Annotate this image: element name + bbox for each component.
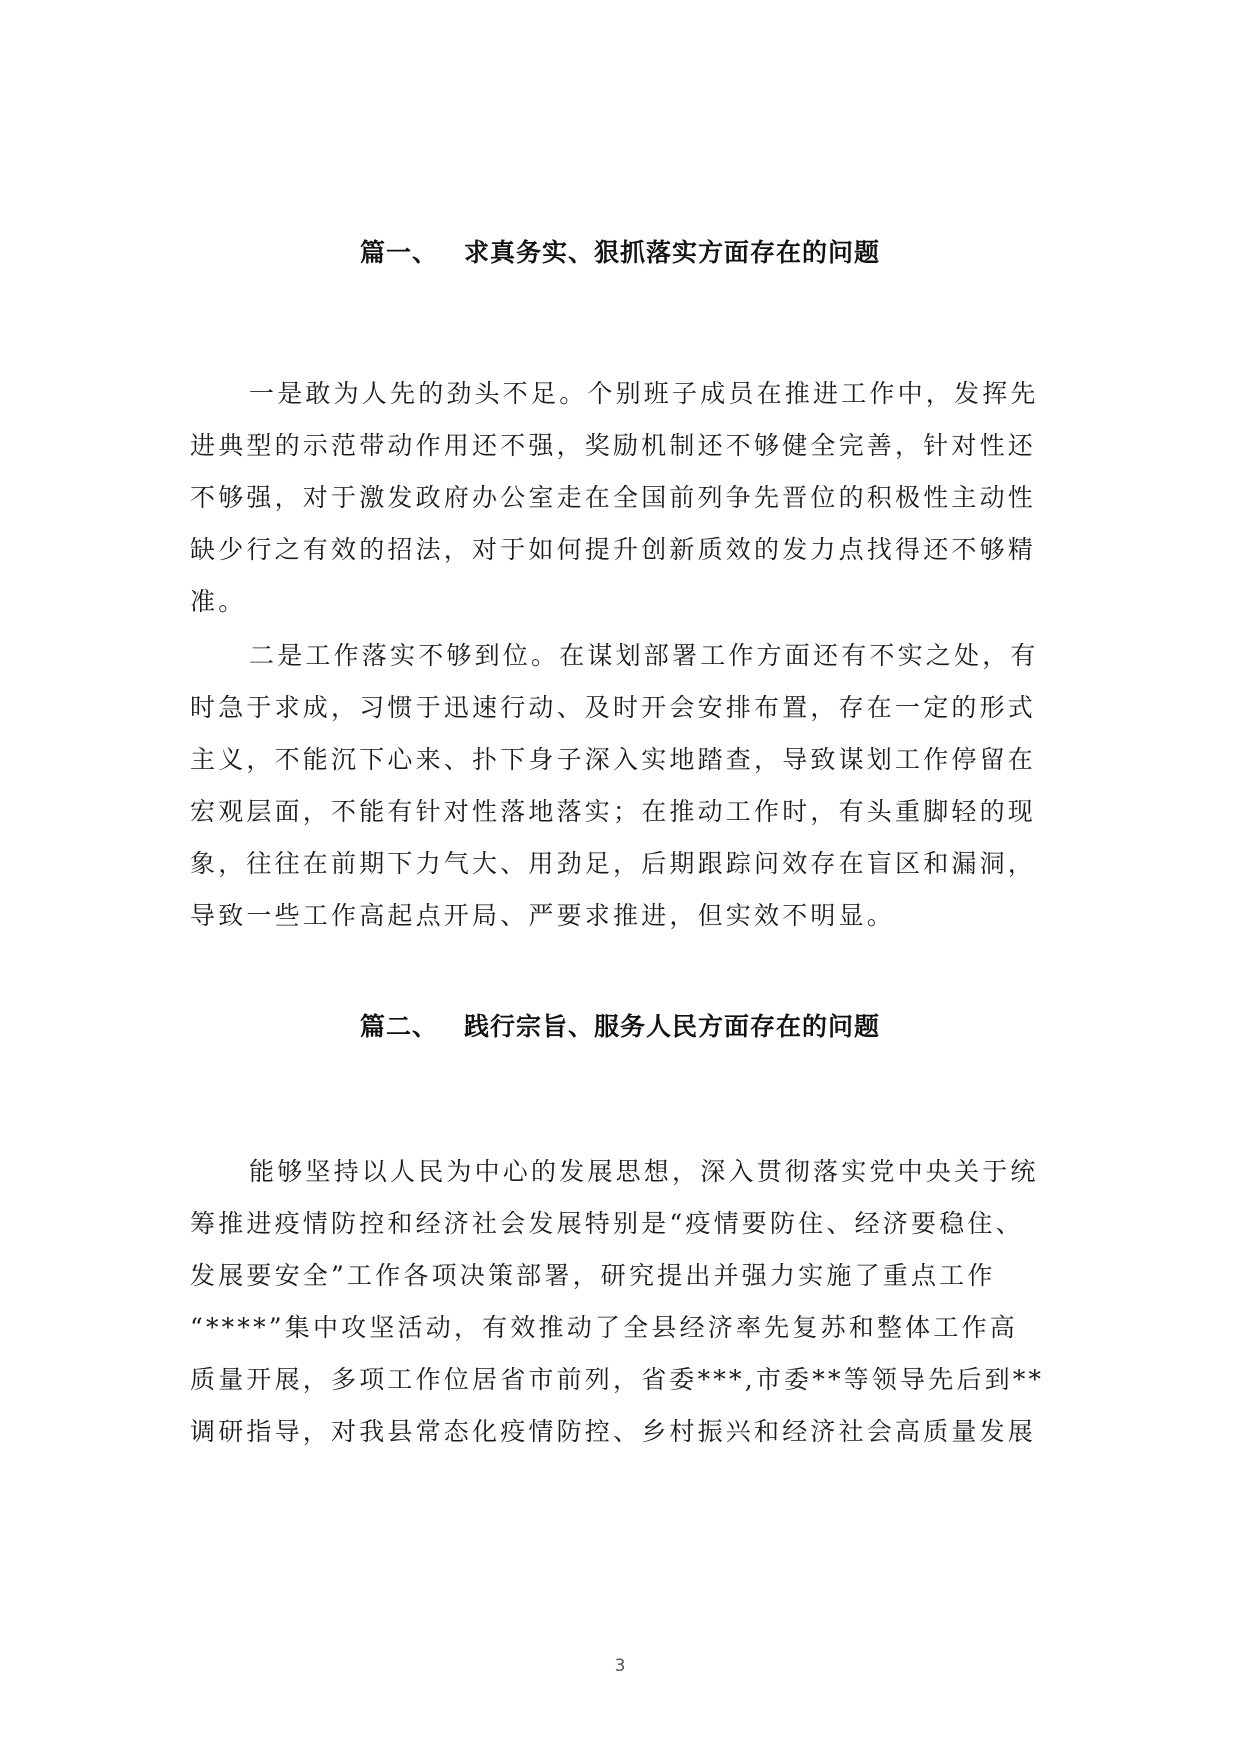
paragraph-line: 能够坚持以人民为中心的发展思想，深入贯彻落实党中央关于统: [249, 1157, 1039, 1186]
paragraph-line: 筹推进疫情防控和经济社会发展特别是“疫情要防住、经济要稳住、: [190, 1209, 1024, 1238]
paragraph-2: [190, 630, 1050, 942]
paragraph-line: 时急于求成，习惯于迅速行动、及时开会安排布置，存在一定的形式: [190, 693, 1037, 722]
paragraph-line: 进典型的示范带动作用还不强，奖励机制还不够健全完善，针对性还: [190, 431, 1037, 460]
paragraph-line: 导致一些工作高起点开局、严要求推进，但实效不明显。: [190, 901, 896, 930]
paragraph-line: 一是敢为人先的劲头不足。个别班子成员在推进工作中，发挥先: [249, 379, 1039, 408]
page-number: 3: [614, 1656, 626, 1676]
paragraph-line: “****”集中攻坚活动，有效推动了全县经济率先复苏和整体工作高: [190, 1313, 1018, 1342]
paragraph-line: 质量开展，多项工作位居省市前列，省委***,市委**等领导先后到**: [190, 1365, 1045, 1394]
section-title: 践行宗旨、服务人民方面存在的问题: [464, 1012, 881, 1041]
paragraph-line: 不够强，对于激发政府办公室走在全国前列争先晋位的积极性主动性: [190, 483, 1037, 512]
paragraph-3: [190, 1146, 1050, 1458]
section-title: 求真务实、狠抓落实方面存在的问题: [464, 238, 881, 267]
paragraph-line: 二是工作落实不够到位。在谋划部署工作方面还有不实之处，有: [249, 641, 1039, 670]
paragraph-line: 象，往往在前期下力气大、用劲足，后期跟踪问效存在盲区和漏洞，: [190, 849, 1037, 878]
paragraph-line: 主义，不能沉下心来、扑下身子深入实地踏查，导致谋划工作停留在: [190, 745, 1037, 774]
paragraph-1: [190, 368, 1050, 628]
paragraph-line: 发展要安全”工作各项决策部署，研究提出并强力实施了重点工作: [190, 1261, 996, 1290]
section-number: 篇一、: [359, 238, 438, 267]
section-heading-2: [0, 1010, 1240, 1044]
paragraph-line: 宏观层面，不能有针对性落地落实；在推动工作时，有头重脚轻的现: [190, 797, 1037, 826]
paragraph-line: 调研指导，对我县常态化疫情防控、乡村振兴和经济社会高质量发展: [190, 1417, 1037, 1446]
section-heading-1: [0, 236, 1240, 270]
paragraph-line: 缺少行之有效的招法，对于如何提升创新质效的发力点找得还不够精: [190, 535, 1037, 564]
section-number: 篇二、: [359, 1012, 438, 1041]
paragraph-line: 准。: [190, 587, 247, 616]
